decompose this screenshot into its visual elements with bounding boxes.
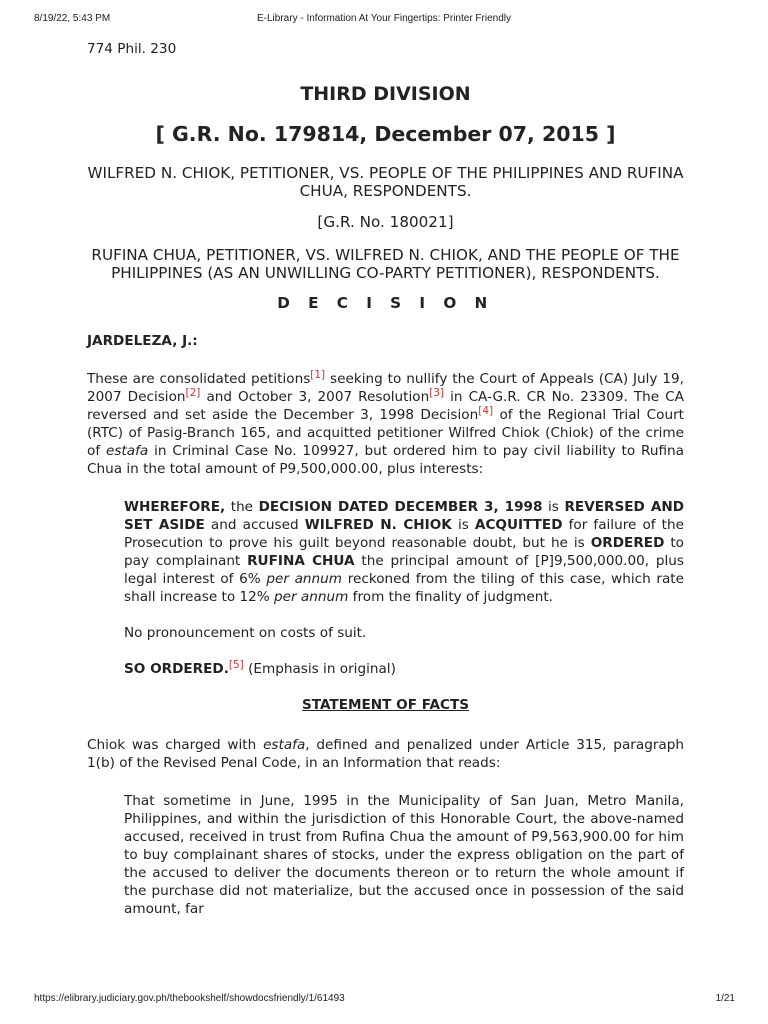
block-quote-ca-decision	[124, 498, 684, 678]
block-quote-information	[124, 792, 684, 918]
print-header	[0, 6, 768, 24]
footnote-link-3[interactable]: [3]	[429, 387, 445, 399]
section-title-statement-of-facts: STATEMENT OF FACTS	[301, 697, 470, 713]
case-parties-1: WILFRED N. CHIOK, PETITIONER, VS. PEOPLE OF THE PHILIPPINES AND RUFINA CHUA, RESPONDENTS.	[87, 164, 684, 200]
citation: 774 Phil. 230	[87, 41, 177, 57]
footnote-link-1[interactable]: [1]	[310, 369, 326, 381]
print-timestamp: 8/19/22, 5:43 PM	[34, 13, 111, 24]
print-footer	[0, 993, 768, 1007]
case-number-2: [G.R. No. 180021]	[317, 213, 454, 231]
quote-so-ordered: SO ORDERED.[5] (Emphasis in original)	[124, 659, 396, 677]
quote-dispositive: WHEREFORE, the DECISION DATED DECEMBER 3, 1998 is REVERSED AND SET ASIDE and accused WILFRED N. CHIOK is ACQUITTED for failure of the Prosecution to prove his guilt beyond reasonable doubt, but he is ORDERED to pay complainant RUFINA CHUA the principal amount of [P]9,500,000.00, plus legal interest of 6% per annum reckoned from the tiling of this case, which rate shall increase to 12% per annum from the finality of judgment.	[124, 499, 684, 605]
paragraph-charge: Chiok was charged with estafa, defined and penalized under Article 315, paragraph 1(b) of the Revised Penal Code, in an Information that reads:	[87, 737, 684, 771]
case-parties-2: RUFINA CHUA, PETITIONER, VS. WILFRED N. CHIOK, AND THE PEOPLE OF THE PHILIPPINES (AS AN UNWILLING CO-PARTY PETITIONER), RESPONDENTS.	[91, 246, 680, 282]
decision-heading: D E C I S I O N	[277, 294, 494, 312]
quote-information-text: That sometime in June, 1995 in the Municipality of San Juan, Metro Manila, Philippines, and within the jurisdiction of this Honorable Court, the above-named accused, received in trust from Rufina Chua the amount of P9,563,900.00 for him to buy complainant shares of stocks, under the express obligation on the part of the accused to deliver the documents thereon or to return the whole amount if the purchase did not materialize, but the accused once in possession of the said amount, far	[124, 793, 684, 917]
print-page-title: E-Library - Information At Your Fingertips: Printer Friendly	[257, 13, 511, 24]
footnote-link-4[interactable]: [4]	[478, 405, 494, 417]
page-number: 1/21	[715, 993, 735, 1004]
ponente: JARDELEZA, J.:	[87, 333, 198, 349]
paragraph-intro: These are consolidated petitions[1] seeking to nullify the Court of Appeals (CA) July 19, 2007 Decision[2] and October 3, 2007 Resolution[3] in CA-G.R. CR No. 23309. The CA reversed and set aside the December 3, 1998 Decision[4] of the Regional Trial Court (RTC) of Pasig-Branch 165, and acquitted petitioner Wilfred Chiok (Chiok) of the crime of estafa in Criminal Case No. 109927, but ordered him to pay civil liability to Rufina Chua in the total amount of P9,500,000.00, plus interests:	[87, 369, 684, 477]
footnote-link-5[interactable]: [5]	[228, 659, 244, 671]
division-heading: THIRD DIVISION	[300, 83, 471, 105]
quote-costs: No pronouncement on costs of suit.	[124, 625, 367, 641]
print-url: https://elibrary.judiciary.gov.ph/thebookshelf/showdocsfriendly/1/61493	[34, 993, 345, 1004]
footnote-link-2[interactable]: [2]	[185, 387, 201, 399]
document-body	[87, 40, 684, 936]
case-number-heading: [ G.R. No. 179814, December 07, 2015 ]	[155, 122, 616, 146]
